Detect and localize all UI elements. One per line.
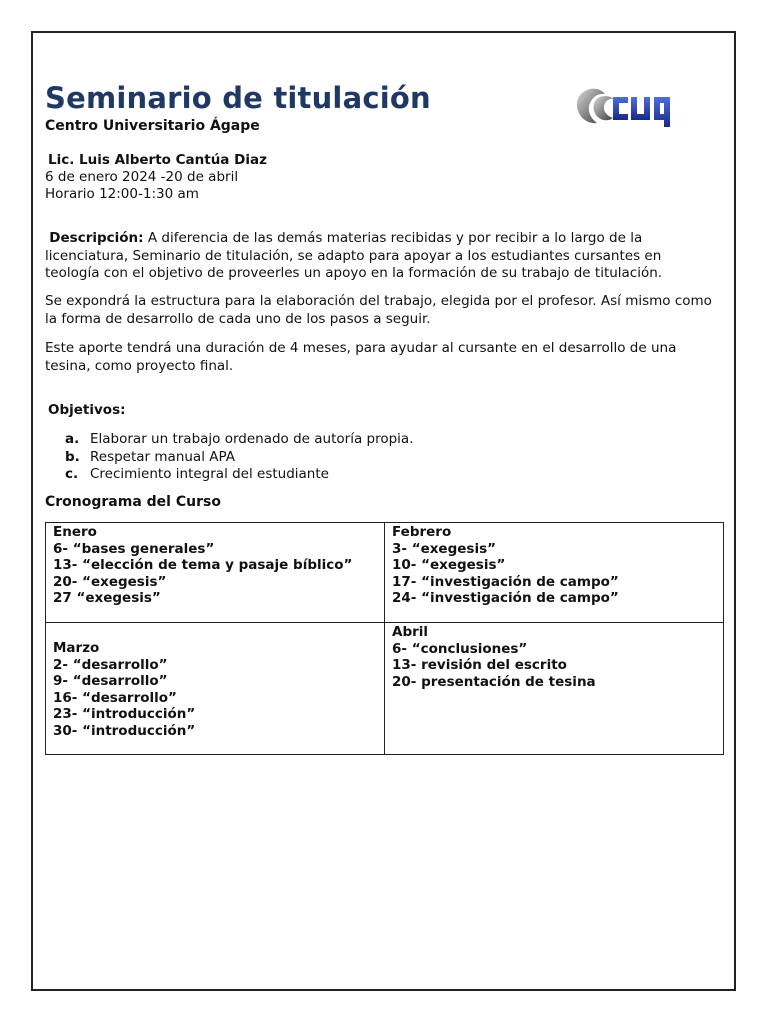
institution-name: Centro Universitario Ágape (45, 118, 260, 134)
schedule-entry: 20- presentación de tesina (392, 673, 596, 690)
class-schedule: Horario 12:00-1:30 am (45, 186, 199, 202)
schedule-entry: 6- “bases generales” (53, 540, 215, 557)
schedule-entry: 17- “investigación de campo” (392, 573, 619, 590)
schedule-entry: 10- “exegesis” (392, 557, 506, 573)
schedule-entry: 27 “exegesis” (53, 590, 161, 606)
objective-text: Crecimiento integral del estudiante (90, 466, 329, 482)
objective-text: Respetar manual APA (90, 448, 235, 465)
schedule-entry: 6- “conclusiones” (392, 640, 528, 657)
objective-letter: a. (65, 431, 80, 447)
date-range: 6 de enero 2024 -20 de abril (45, 169, 239, 185)
schedule-table (45, 522, 724, 755)
objective-letter: b. (65, 448, 80, 465)
instructor-name: Lic. Luis Alberto Cantúa Diaz (48, 152, 267, 168)
page-title: Seminario de titulación (45, 81, 431, 115)
schedule-cell-abril (385, 623, 724, 755)
objectives-list (65, 431, 414, 484)
objectives-title: Objetivos: (48, 402, 126, 418)
schedule-entry: 2- “desarrollo” (53, 656, 168, 673)
month-label: Enero (53, 524, 97, 540)
schedule-entry: 20- “exegesis” (53, 573, 167, 590)
description-label: Descripción: (49, 230, 144, 246)
schedule-cell-marzo (46, 623, 385, 755)
course-dates (45, 169, 238, 203)
structure-paragraph: Se expondrá la estructura para la elaboración del trabajo, elegida por el profesor. Así mismo como la forma de desarrollo de cada uno de los pasos a seguir. (45, 293, 712, 327)
schedule-entry: 9- “desarrollo” (53, 673, 168, 689)
objective-text: Elaborar un trabajo ordenado de autoría propia. (90, 431, 414, 447)
description-text: A diferencia de las demás materias recibidas y por recibir a lo largo de la licenciatura, Seminario de titulación, se adapto para apoyar a los estudiantes cursantes en teología con el objetivo de proveerles un apoyo en la formación de su trabajo de titulación. (45, 230, 663, 281)
objective-item (65, 449, 414, 467)
objective-letter: c. (65, 466, 79, 482)
schedule-entry: 3- “exegesis” (392, 540, 496, 557)
schedule-entry: 23- “introducción” (53, 706, 196, 722)
schedule-entry: 24- “investigación de campo” (392, 590, 619, 606)
schedule-entry: 16- “desarrollo” (53, 689, 177, 706)
objective-item (65, 431, 414, 449)
schedule-row (46, 523, 724, 623)
objective-item (65, 466, 414, 484)
cua-logo-icon (570, 83, 685, 133)
schedule-entry: 30- “introducción” (53, 722, 196, 739)
schedule-entry: 13- “elección de tema y pasaje bíblico” (53, 557, 353, 573)
description-paragraph (45, 230, 715, 283)
month-label: Marzo (53, 640, 100, 656)
duration-paragraph: Este aporte tendrá una duración de 4 meses, para ayudar al cursante en el desarrollo de una tesina, como proyecto final. (45, 340, 677, 374)
document-page (31, 31, 736, 991)
schedule-cell-febrero (385, 523, 724, 623)
month-label: Abril (392, 624, 429, 640)
schedule-entry: 13- revisión del escrito (392, 657, 567, 673)
schedule-cell-enero (46, 523, 385, 623)
month-label: Febrero (392, 524, 452, 540)
schedule-title: Cronograma del Curso (45, 494, 221, 510)
schedule-row (46, 623, 724, 755)
cell-spacer (53, 624, 378, 640)
